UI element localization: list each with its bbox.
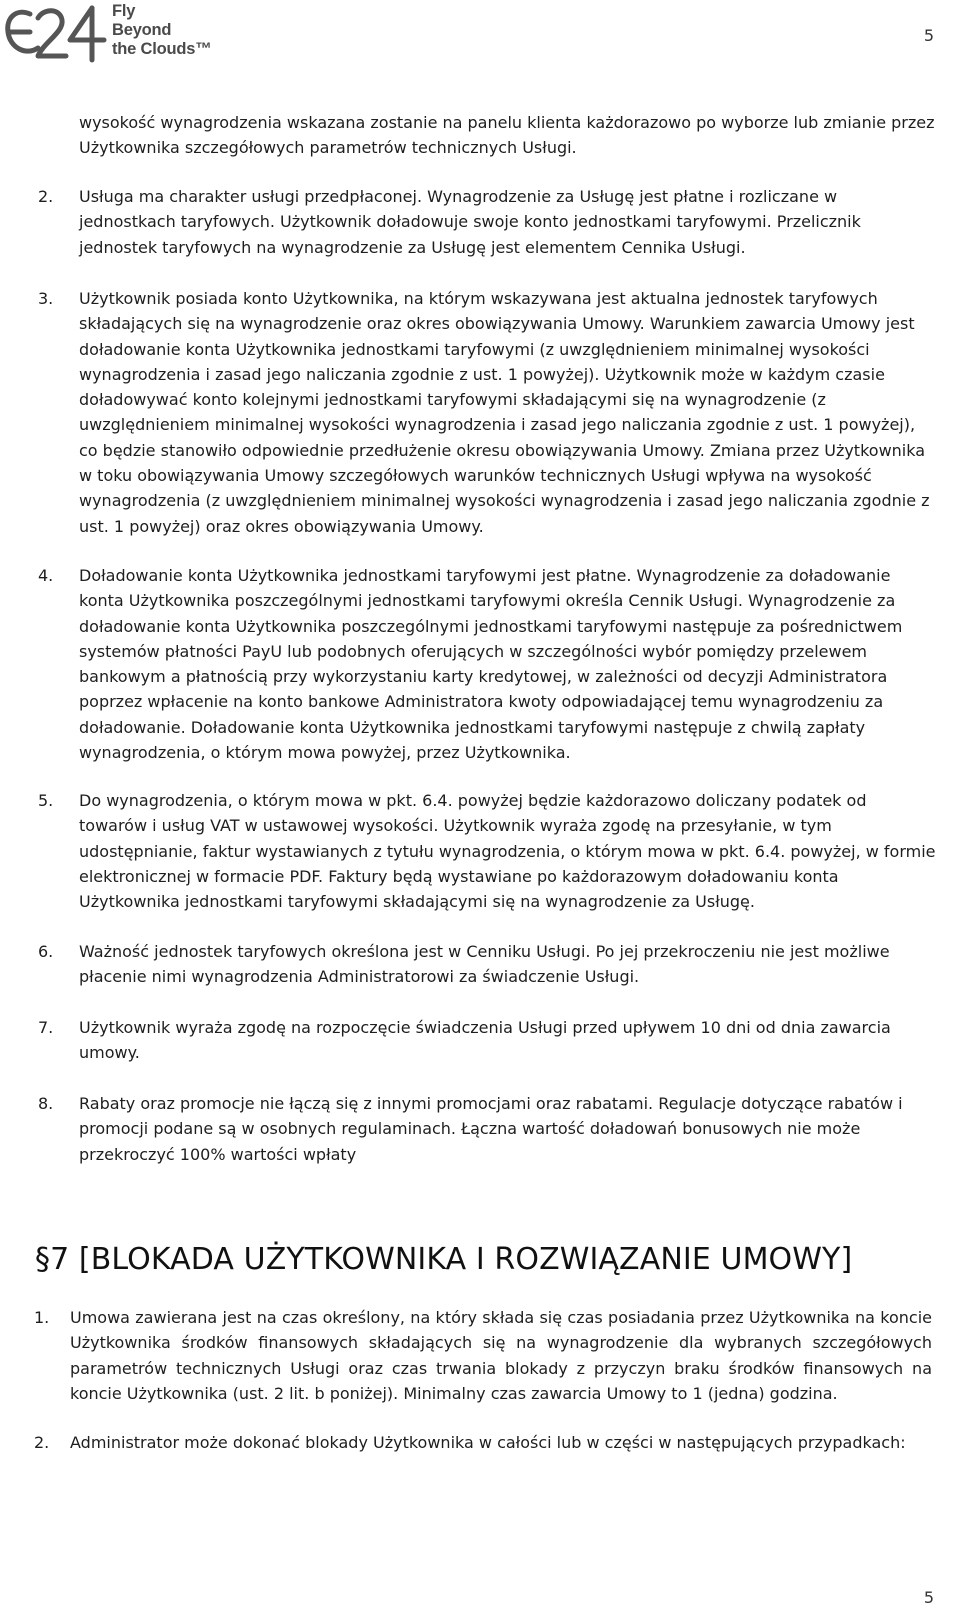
section6-item-6: Ważność jednostek taryfowych określona jest w Cenniku Usługi. Po jej przekroczeniu nie jest możliwe płacenie nimi wynagrodzenia Administratorowi za świadczenie Usługi. [79,942,890,987]
page-number-top: 5 [923,26,934,45]
tagline-line-3: the Clouds™ [112,40,212,58]
section6-item-2: Usługa ma charakter usługi przedpłaconej. Wynagrodzenie za Usługę jest płatne i rozliczane w jednostkach taryfowych. Użytkownik doładowuje swoje konto jednostkami taryfowymi. Przelicznik jednostek taryfowych na wynagrodzenie za Usługę jest elementem Cennika Usługi. [79,187,861,257]
section6-item-3: Użytkownik posiada konto Użytkownika, na którym wskazywana jest aktualna jednostek taryfowych składających się na wynagrodzenie oraz okres obowiązywania Umowy. Warunkiem zawarcia Umowy jest doładowanie konta Użytkownika jednostkami taryfowymi (z uwzględnieniem minimalnej wysokości wynagrodzenia i zasad jego naliczania zgodnie z ust. 1 powyżej). Użytkownik może w każdym czasie doładowywać konto kolejnymi jednostkami taryfowymi składającymi się na wynagrodzenie (z uwzględnieniem minimalnej wysokości wynagrodzenia i zasad jego naliczania zgodnie z ust. 1 powyżej), co będzie stanowiło odpowiednie przedłużenie okresu obowiązywania Umowy. Zmiana przez Użytkownika w toku obowiązywania Umowy szczegółowych warunków technicznych Usługi wpływa na wysokość wynagrodzenia (z uwzględnieniem minimalnej wysokości wynagrodzenia i zasad jego naliczania zgodnie z ust. 1 powyżej) oraz okres obowiązywania Umowy. [79,289,930,536]
item-number: 4. [38,566,54,585]
item-number: 1. [34,1308,50,1327]
item-number: 2. [34,1433,50,1452]
section6-item-8: Rabaty oraz promocje nie łączą się z innymi promocjami oraz rabatami. Regulacje dotyczące rabatów i promocji podane są w osobnych regulaminach. Łączna wartość doładowań bonusowych nie może przekroczyć 100% wartości wpłaty [79,1094,903,1164]
section6-item-7: Użytkownik wyraża zgodę na rozpoczęcie świadczenia Usługi przed upływem 10 dni od dnia zawarcia umowy. [79,1018,891,1063]
item-number: 3. [38,289,54,308]
page-number-bottom: 5 [923,1588,934,1607]
section6-item-4: Doładowanie konta Użytkownika jednostkami taryfowymi jest płatne. Wynagrodzenie za doładowanie konta Użytkownika poszczególnymi jednostkami taryfowymi określa Cennik Usługi. Wynagrodzenie za doładowanie konta Użytkownika poszczególnymi jednostkami taryfowymi następuje za pośrednictwem systemów płatności PayU lub podobnych oferujących w szczególności wybór pomiędzy przelewem bankowym a płatnością przy wykorzystaniu karty kredytowej, w zależności od decyzji Administratora poprzez wpłacenie na konto bankowe Administratora kwoty odpowiadającej temu wynagrodzeniu za doładowanie. Doładowanie konta Użytkownika jednostkami taryfowymi następuje z chwilą zapłaty wynagrodzenia, o którym mowa powyżej, przez Użytkownika. [79,566,903,763]
item-number: 2. [38,187,54,206]
item-number: 6. [38,942,54,961]
tagline-line-1: Fly [112,2,136,20]
item-number: 5. [38,791,54,810]
section7-item-2: Administrator może dokonać blokady Użytkownika w całości lub w części w następujących przypadkach: [70,1433,906,1452]
section7-item-1: Umowa zawierana jest na czas określony, na który składa się czas posiadania przez Użytkownika na koncie Użytkownika środków finansowych składających się na wynagrodzenie dla wybranych szczegółowych parametrów technicznych Usługi oraz czas trwania blokady z przyczyn braku środków finansowych na koncie Użytkownika (ust. 2 lit. b poniżej). Minimalny czas zawarcia Umowy to 1 (jedna) godzina. [70,1308,932,1403]
section6-item-5: Do wynagrodzenia, o którym mowa w pkt. 6.4. powyżej będzie każdorazowo doliczany podatek od towarów i usług VAT w ustawowej wysokości. Użytkownik wyraża zgodę na przesyłanie, w tym udostępnianie, faktur wystawianych z tytułu wynagrodzenia, o którym mowa w pkt. 6.4. powyżej, w formie elektronicznej w formacie PDF. Faktury będą wystawiane po każdorazowym doładowaniu konta Użytkownika jednostkami taryfowymi składającymi się na wynagrodzenie za Usługę. [79,791,936,912]
tagline-line-2: Beyond [112,21,172,39]
section7-heading: §7 [BLOKADA UŻYTKOWNIKA I ROZWIĄZANIE UMOWY] [35,1242,853,1277]
item-number: 8. [38,1094,54,1113]
logo-tagline [112,2,212,59]
section6-intro-paragraph: wysokość wynagrodzenia wskazana zostanie na panelu klienta każdorazowo po wyborze lub zmianie przez Użytkownika szczegółowych parametrów technicznych Usługi. [79,113,935,158]
company-logo [4,2,224,64]
e24-logo-mark [4,2,108,64]
item-number: 7. [38,1018,54,1037]
